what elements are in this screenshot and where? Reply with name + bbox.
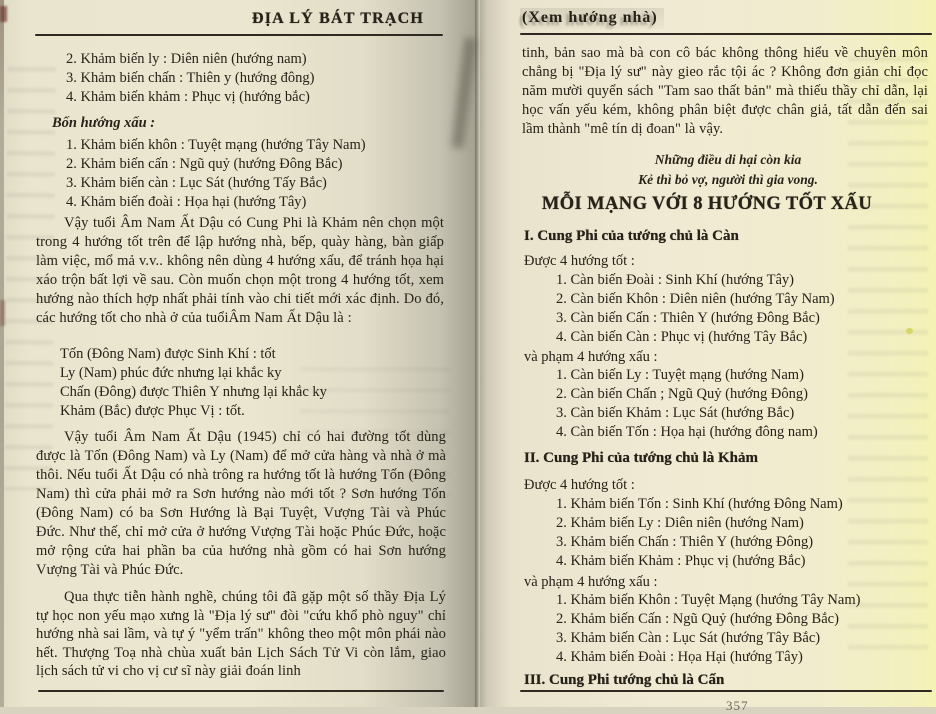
chapter-heading: MỖI MẠNG VỚI 8 HƯỚNG TỐT XẤU: [541, 194, 873, 214]
page-edge: [0, 0, 4, 707]
left-header-rule: [35, 34, 443, 36]
list-item: 2. Khảm biến Cấn : Ngũ Quỷ (hướng Đông Bắc): [556, 611, 839, 627]
list-item: 3. Khảm biến chấn : Thiên y (hướng đông): [66, 70, 315, 86]
list-item: 3. Khảm biến càn : Lục Sát (hướng Tấy Bắc): [66, 175, 327, 191]
section-good-list: [556, 495, 843, 571]
bleed-through-texture: [300, 360, 450, 500]
section-heading: III. Cung Phi tướng chủ là Cấn: [524, 672, 725, 688]
section-bad-list: [556, 366, 818, 442]
list-item: 1. Càn biến Ly : Tuyệt mạng (hướng Nam): [556, 367, 804, 383]
list-item: 2. Khảm biến cấn : Ngũ quỷ (hướng Đông Bắc): [66, 156, 343, 172]
list-item: 4. Càn biến Càn : Phục vị (hướng Tây Bắc): [556, 329, 808, 345]
list-item: 1. Khảm biến Tốn : Sinh Khí (hướng Đông Nam): [556, 496, 843, 512]
list-item: 3. Khảm biến Càn : Lục Sát (hướng Tây Bắc): [556, 630, 821, 646]
scan-artifact: [0, 300, 5, 326]
good-label: Được 4 hướng tốt :: [524, 477, 635, 493]
right-page-running-header: (Xem hướng nhà): [520, 8, 664, 29]
verse-line: Những điều di hại còn kia: [654, 152, 802, 167]
list-item: 1. Khảm biến khôn : Tuyệt mạng (hướng Tây Nam): [66, 137, 366, 153]
list-item: 1. Càn biến Đoài : Sinh Khí (hướng Tây): [556, 272, 794, 288]
result-line: Ly (Nam) phúc đức nhưng lại khắc ky: [60, 365, 282, 381]
bleed-through-texture: [848, 50, 928, 650]
paragraph: Qua thực tiễn hành nghề, chúng tôi đã gặp một số thầy Địa Lý tự học non yếu mạo xưng là "Địa lý sư" đòi "cứu khổ phò nguy" chỉ hướng nhà sai lầm, và tự ý "yểm trấn" không theo một môn phái nào hết. Thượng Toạ nhà chùa xuất bản Lịch Sách Tử Vi còn lắm, giao lịch sách tử vi cho vị cư sĩ này giải đoán linh: [36, 589, 446, 679]
bad-label: và phạm 4 hướng xấu :: [524, 349, 658, 365]
page-number: 357: [726, 698, 749, 713]
result-lines: [60, 345, 327, 421]
left-page-running-header: ĐỊA LÝ BÁT TRẠCH: [252, 10, 424, 27]
result-line: Tốn (Đông Nam) được Sinh Khí : tốt: [60, 346, 276, 362]
list-item: 2. Khảm biến Ly : Diên niên (hướng Nam): [556, 515, 804, 531]
list-item: 3. Càn biến Khảm : Lục Sát (hướng Bắc): [556, 405, 795, 421]
list-item: 4. Khảm biến khảm : Phục vị (hướng bắc): [66, 89, 310, 105]
list-item: 2. Càn biến Khôn : Diên niên (hướng Tây Nam): [556, 291, 835, 307]
scan-artifact: [0, 6, 7, 22]
left-good-directions-list: [66, 50, 314, 107]
paragraph: Vậy tuổi Âm Nam Ất Dậu (1945) chỉ có hai đường tốt dùng được là Tốn (Đông Nam) và Ly (Nam) để mở cửa hàng và nhà ở mà thôi. Nếu tuổi Ất Dậu có nhà trông ra hướng tốt là hướng Tốn (Đông Nam) thì cửa phải mở ra Sơn hướng nào mới tốt ? Sơn hướng Tốn (Đông Nam) có ba Sơn Hướng là Bại Tuyệt, Vượng Tài và Phúc Đức. Như thế, chỉ mở cửa ở hướng Vượng Tài hoặc Phúc Đức, hoặc mở rộng cửa hai phần ba của hướng nhà gồm có hai Sơn hướng Vượng Tài và Phúc Đức.: [36, 429, 446, 578]
section-heading: II. Cung Phi của tướng chủ là Khảm: [524, 450, 759, 466]
result-line: Khảm (Bắc) được Phục Vị : tốt.: [60, 403, 245, 419]
list-item: 2. Khảm biến ly : Diên niên (hướng nam): [66, 51, 307, 67]
right-footer-rule: [520, 690, 932, 692]
bad-directions-heading: Bốn hướng xấu :: [52, 115, 156, 131]
bleed-through-texture: [4, 60, 56, 490]
left-bad-directions-list: [66, 136, 366, 212]
yellow-speck: [906, 328, 913, 334]
list-item: 1. Khảm biến Khôn : Tuyệt Mạng (hướng Tây Nam): [556, 592, 861, 608]
list-item: 2. Càn biến Chấn ; Ngũ Quỷ (hướng Đông): [556, 386, 808, 402]
right-header-rule: [520, 33, 932, 35]
section-heading: I. Cung Phi của tướng chủ là Càn: [524, 228, 739, 244]
paragraph: tinh, bản sao mà bà con cô bác không thông hiểu về chuyên môn chẳng bị "Địa lý sư" này gieo rắc tội ác ? Không đơn giản chỉ đọc năm mười quyển sách "Tam sao thất bản" mà thiếu thầy chỉ dẫn, lại học vấn yếu kém, không phân biệt được chân giả, tất dẫn đến sai lầm thành "mê tín dị đoan" là vậy.: [522, 45, 928, 137]
left-footer-rule: [38, 690, 444, 692]
right-page: [478, 0, 936, 713]
bad-label: và phạm 4 hướng xấu :: [524, 574, 658, 590]
paragraph: Vậy tuổi Âm Nam Ất Dậu có Cung Phi là Khảm nên chọn một trong 4 hướng tốt trên để lập hướng nhà, bếp, quày hàng, bàn giấp làm việc, mổ mả v.v.. không nên dùng 4 hướng xấu, để tránh họa hại xáo trộn bất lợi về sau. Còn muốn chọn một trong 4 hướng tốt, xem hướng nào thích hợp nhất phải tính vào chi tiết mới xác định. Do đó, các hướng tốt cho nhà ở của tuổiÂm Nam Ất Dậu là :: [36, 215, 444, 326]
result-line: Chấn (Đông) được Thiên Y nhưng lại khắc ky: [60, 384, 327, 400]
section-bad-list: [556, 591, 860, 667]
book-gutter: [475, 0, 480, 707]
list-item: 4. Khảm biến Khảm : Phục vị (hướng Bắc): [556, 553, 806, 569]
list-item: 4. Càn biến Tốn : Họa hại (hướng đông nam): [556, 424, 818, 440]
list-item: 4. Khảm biến Đoài : Họa Hại (hướng Tây): [556, 649, 803, 665]
verse-line: Kẻ thì bỏ vợ, người thì gia vong.: [638, 172, 818, 187]
list-item: 3. Khảm biến Chấn : Thiên Y (hướng Đông): [556, 534, 814, 550]
section-good-list: [556, 271, 835, 347]
list-item: 3. Càn biến Cấn : Thiên Y (hướng Đông Bắc): [556, 310, 820, 326]
list-item: 4. Khảm biến đoài : Họa hại (hướng Tây): [66, 194, 307, 210]
good-label: Được 4 hướng tốt :: [524, 253, 635, 269]
